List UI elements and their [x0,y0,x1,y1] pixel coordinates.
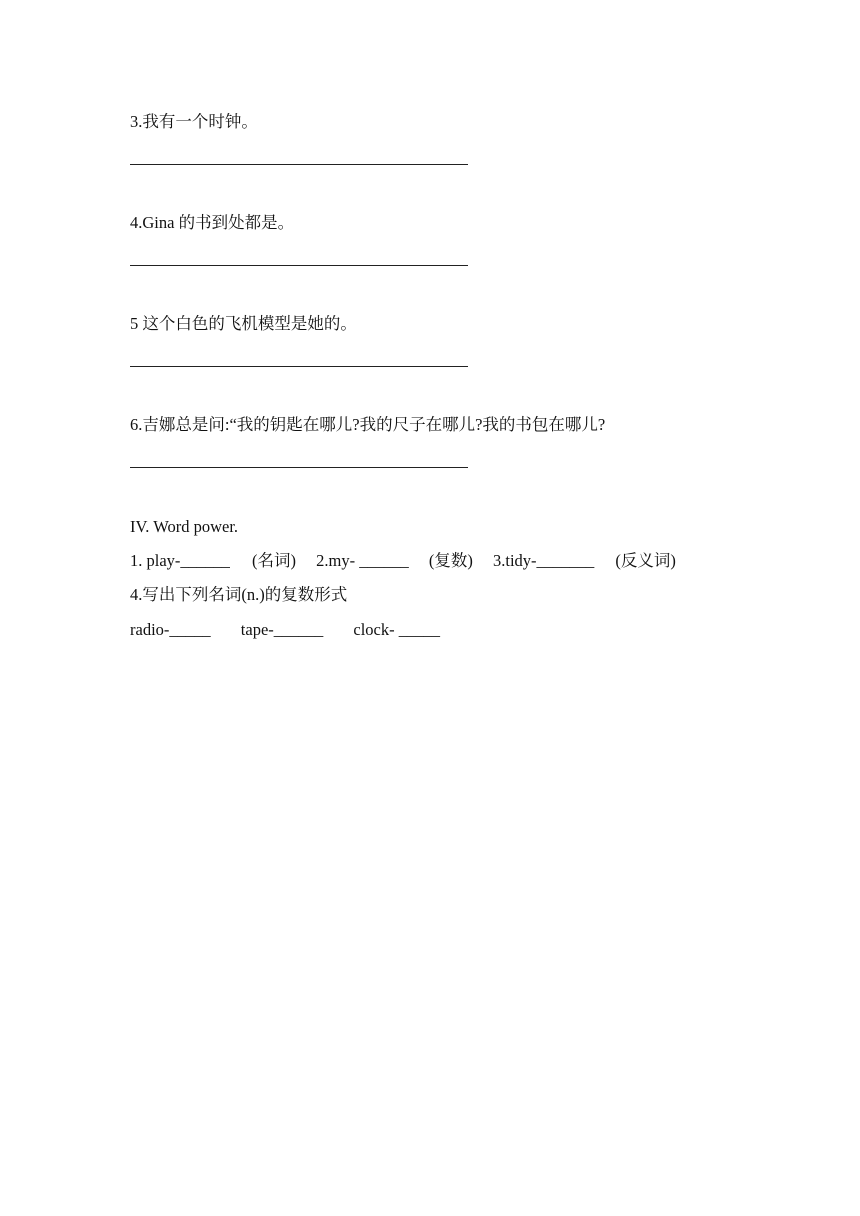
answer-line-5 [130,366,468,367]
answer-line-4 [130,265,468,266]
word-power-line-plurals [130,620,440,640]
translation-question-6: 6.吉娜总是问:“我的钥匙在哪儿?我的尺子在哪儿?我的书包在哪儿? [130,415,606,434]
section-heading-word-power: IV. Word power. [130,517,239,536]
plural-item-radio: radio-_____ [130,620,211,639]
plural-item-tape: tape-______ [240,620,324,639]
word-power-item-3: 3.tidy-_______ [493,551,595,570]
translation-question-4: 4.Gina 的书到处都是。 [130,213,295,232]
word-power-hint-1: (名词) [252,551,297,570]
translation-question-5: 5 这个白色的飞机模型是她的。 [130,314,357,333]
word-power-item-2: 2.my- ______ [316,551,409,570]
word-power-hint-3: (反义词) [615,551,676,570]
word-power-item-1: 1. play-______ [130,551,230,570]
translation-question-3: 3.我有一个时钟。 [130,112,258,131]
plural-item-clock: clock- _____ [353,620,440,639]
word-power-instruction-4: 4.写出下列名词(n.)的复数形式 [130,585,348,604]
word-power-line-1 [130,551,676,571]
answer-line-6 [130,467,468,468]
answer-line-3 [130,164,468,165]
word-power-hint-2: (复数) [428,551,473,570]
